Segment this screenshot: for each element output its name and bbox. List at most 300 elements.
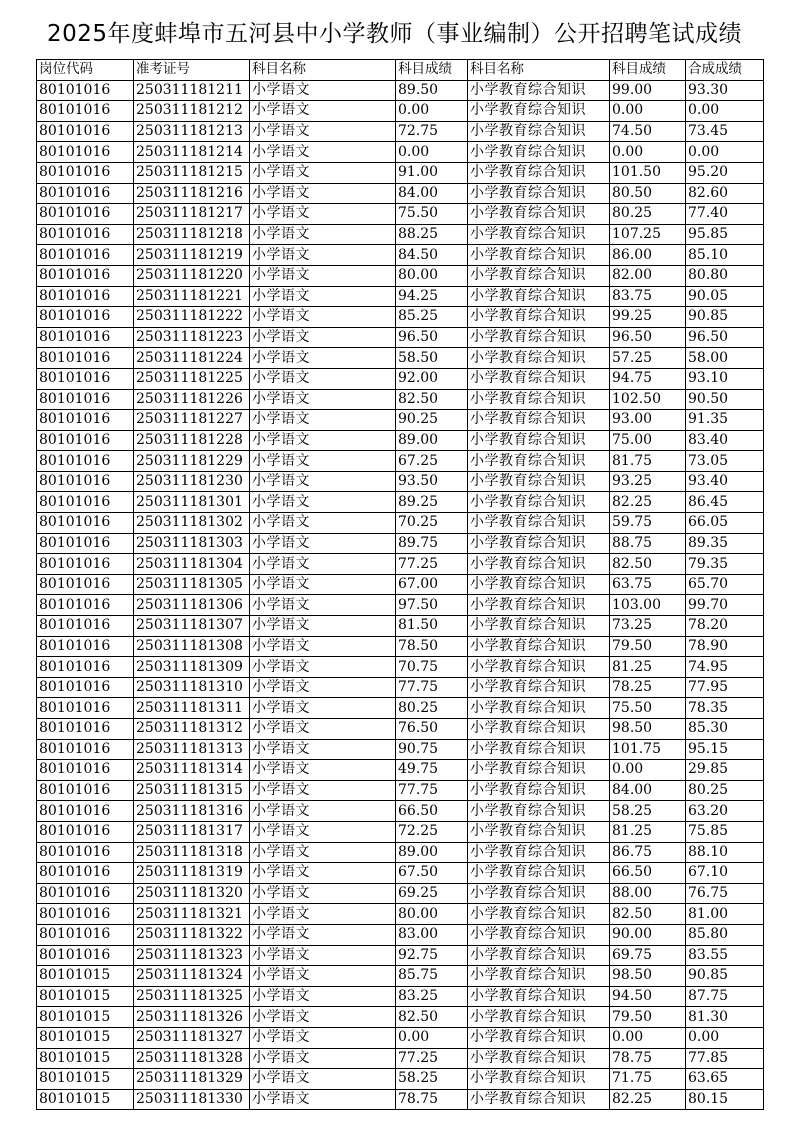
exam-id-cell: 250311181213 bbox=[134, 121, 250, 142]
header-subject-name-1: 科目名称 bbox=[250, 60, 396, 81]
subject-name-cell: 小学语文 bbox=[250, 533, 396, 554]
subject2-score-cell: 0.00 bbox=[610, 1027, 686, 1048]
header-subject-score-2: 科目成绩 bbox=[610, 60, 686, 81]
table-row bbox=[37, 760, 764, 781]
combined-score-cell: 90.50 bbox=[686, 389, 764, 410]
subject2-name-cell: 小学教育综合知识 bbox=[468, 101, 610, 122]
post-code-cell: 80101016 bbox=[37, 80, 134, 101]
table-row bbox=[37, 657, 764, 678]
post-code-cell: 80101016 bbox=[37, 307, 134, 328]
table-row bbox=[37, 863, 764, 884]
combined-score-cell: 66.05 bbox=[686, 513, 764, 534]
subject2-name-cell: 小学教育综合知识 bbox=[468, 719, 610, 740]
exam-id-cell: 250311181228 bbox=[134, 430, 250, 451]
subject-name-cell: 小学语文 bbox=[250, 883, 396, 904]
subject-name-cell: 小学语文 bbox=[250, 513, 396, 534]
subject2-name-cell: 小学教育综合知识 bbox=[468, 883, 610, 904]
exam-id-cell: 250311181308 bbox=[134, 636, 250, 657]
subject-score-cell: 90.75 bbox=[396, 739, 468, 760]
table-row bbox=[37, 595, 764, 616]
exam-id-cell: 250311181216 bbox=[134, 183, 250, 204]
subject2-score-cell: 75.00 bbox=[610, 430, 686, 451]
subject2-name-cell: 小学教育综合知识 bbox=[468, 265, 610, 286]
post-code-cell: 80101016 bbox=[37, 677, 134, 698]
exam-id-cell: 250311181315 bbox=[134, 780, 250, 801]
post-code-cell: 80101015 bbox=[37, 1007, 134, 1028]
exam-id-cell: 250311181316 bbox=[134, 801, 250, 822]
subject-score-cell: 58.50 bbox=[396, 348, 468, 369]
post-code-cell: 80101016 bbox=[37, 162, 134, 183]
post-code-cell: 80101015 bbox=[37, 1069, 134, 1090]
subject-name-cell: 小学语文 bbox=[250, 574, 396, 595]
subject-score-cell: 72.75 bbox=[396, 121, 468, 142]
subject2-name-cell: 小学教育综合知识 bbox=[468, 224, 610, 245]
combined-score-cell: 82.60 bbox=[686, 183, 764, 204]
subject-name-cell: 小学语文 bbox=[250, 265, 396, 286]
exam-id-cell: 250311181220 bbox=[134, 265, 250, 286]
post-code-cell: 80101016 bbox=[37, 780, 134, 801]
combined-score-cell: 83.55 bbox=[686, 945, 764, 966]
subject2-name-cell: 小学教育综合知识 bbox=[468, 595, 610, 616]
subject2-name-cell: 小学教育综合知识 bbox=[468, 492, 610, 513]
subject2-score-cell: 93.00 bbox=[610, 410, 686, 431]
subject2-score-cell: 99.25 bbox=[610, 307, 686, 328]
subject-name-cell: 小学语文 bbox=[250, 327, 396, 348]
subject-name-cell: 小学语文 bbox=[250, 80, 396, 101]
table-row bbox=[37, 924, 764, 945]
subject2-score-cell: 90.00 bbox=[610, 924, 686, 945]
post-code-cell: 80101015 bbox=[37, 966, 134, 987]
exam-id-cell: 250311181230 bbox=[134, 471, 250, 492]
subject2-name-cell: 小学教育综合知识 bbox=[468, 780, 610, 801]
subject2-name-cell: 小学教育综合知识 bbox=[468, 430, 610, 451]
table-row bbox=[37, 451, 764, 472]
subject-score-cell: 80.00 bbox=[396, 904, 468, 925]
exam-id-cell: 250311181302 bbox=[134, 513, 250, 534]
subject2-name-cell: 小学教育综合知识 bbox=[468, 986, 610, 1007]
exam-id-cell: 250311181224 bbox=[134, 348, 250, 369]
exam-id-cell: 250311181225 bbox=[134, 368, 250, 389]
subject-score-cell: 97.50 bbox=[396, 595, 468, 616]
subject2-score-cell: 88.00 bbox=[610, 883, 686, 904]
subject-score-cell: 70.75 bbox=[396, 657, 468, 678]
table-row bbox=[37, 677, 764, 698]
combined-score-cell: 88.10 bbox=[686, 842, 764, 863]
subject-name-cell: 小学语文 bbox=[250, 368, 396, 389]
subject2-score-cell: 84.00 bbox=[610, 780, 686, 801]
post-code-cell: 80101016 bbox=[37, 636, 134, 657]
exam-id-cell: 250311181229 bbox=[134, 451, 250, 472]
combined-score-cell: 80.25 bbox=[686, 780, 764, 801]
subject2-name-cell: 小学教育综合知识 bbox=[468, 121, 610, 142]
page-title: 2025年度蚌埠市五河县中小学教师（事业编制）公开招聘笔试成绩 bbox=[46, 21, 743, 47]
subject2-name-cell: 小学教育综合知识 bbox=[468, 286, 610, 307]
post-code-cell: 80101016 bbox=[37, 101, 134, 122]
post-code-cell: 80101016 bbox=[37, 451, 134, 472]
combined-score-cell: 93.40 bbox=[686, 471, 764, 492]
subject2-name-cell: 小学教育综合知识 bbox=[468, 945, 610, 966]
subject-name-cell: 小学语文 bbox=[250, 286, 396, 307]
subject2-score-cell: 79.50 bbox=[610, 1007, 686, 1028]
post-code-cell: 80101016 bbox=[37, 883, 134, 904]
subject2-score-cell: 57.25 bbox=[610, 348, 686, 369]
subject-score-cell: 89.00 bbox=[396, 430, 468, 451]
subject-name-cell: 小学语文 bbox=[250, 307, 396, 328]
subject2-name-cell: 小学教育综合知识 bbox=[468, 368, 610, 389]
subject-score-cell: 96.50 bbox=[396, 327, 468, 348]
table-row bbox=[37, 265, 764, 286]
subject-name-cell: 小学语文 bbox=[250, 1027, 396, 1048]
subject2-score-cell: 78.75 bbox=[610, 1048, 686, 1069]
combined-score-cell: 75.85 bbox=[686, 821, 764, 842]
subject2-score-cell: 82.25 bbox=[610, 492, 686, 513]
combined-score-cell: 0.00 bbox=[686, 142, 764, 163]
post-code-cell: 80101016 bbox=[37, 945, 134, 966]
subject-score-cell: 72.25 bbox=[396, 821, 468, 842]
subject2-score-cell: 82.50 bbox=[610, 904, 686, 925]
subject-score-cell: 78.75 bbox=[396, 1089, 468, 1110]
table-row bbox=[37, 368, 764, 389]
header-subject-score-1: 科目成绩 bbox=[396, 60, 468, 81]
post-code-cell: 80101016 bbox=[37, 574, 134, 595]
post-code-cell: 80101016 bbox=[37, 719, 134, 740]
combined-score-cell: 99.70 bbox=[686, 595, 764, 616]
subject-name-cell: 小学语文 bbox=[250, 162, 396, 183]
subject2-name-cell: 小学教育综合知识 bbox=[468, 183, 610, 204]
subject2-name-cell: 小学教育综合知识 bbox=[468, 801, 610, 822]
exam-id-cell: 250311181314 bbox=[134, 760, 250, 781]
subject-name-cell: 小学语文 bbox=[250, 142, 396, 163]
subject-name-cell: 小学语文 bbox=[250, 657, 396, 678]
combined-score-cell: 63.20 bbox=[686, 801, 764, 822]
subject-name-cell: 小学语文 bbox=[250, 616, 396, 637]
subject-score-cell: 89.25 bbox=[396, 492, 468, 513]
subject2-name-cell: 小学教育综合知识 bbox=[468, 554, 610, 575]
combined-score-cell: 81.00 bbox=[686, 904, 764, 925]
subject-score-cell: 77.25 bbox=[396, 554, 468, 575]
post-code-cell: 80101016 bbox=[37, 821, 134, 842]
table-row bbox=[37, 389, 764, 410]
post-code-cell: 80101016 bbox=[37, 533, 134, 554]
exam-id-cell: 250311181328 bbox=[134, 1048, 250, 1069]
combined-score-cell: 80.80 bbox=[686, 265, 764, 286]
header-post-code: 岗位代码 bbox=[37, 60, 134, 81]
exam-id-cell: 250311181214 bbox=[134, 142, 250, 163]
subject-score-cell: 83.25 bbox=[396, 986, 468, 1007]
subject2-score-cell: 79.50 bbox=[610, 636, 686, 657]
post-code-cell: 80101016 bbox=[37, 924, 134, 945]
exam-id-cell: 250311181322 bbox=[134, 924, 250, 945]
post-code-cell: 80101016 bbox=[37, 801, 134, 822]
subject-name-cell: 小学语文 bbox=[250, 1007, 396, 1028]
exam-id-cell: 250311181312 bbox=[134, 719, 250, 740]
subject2-score-cell: 66.50 bbox=[610, 863, 686, 884]
subject2-score-cell: 69.75 bbox=[610, 945, 686, 966]
post-code-cell: 80101016 bbox=[37, 657, 134, 678]
combined-score-cell: 85.80 bbox=[686, 924, 764, 945]
subject-name-cell: 小学语文 bbox=[250, 451, 396, 472]
post-code-cell: 80101015 bbox=[37, 1089, 134, 1110]
subject-name-cell: 小学语文 bbox=[250, 1048, 396, 1069]
post-code-cell: 80101016 bbox=[37, 183, 134, 204]
subject-score-cell: 89.75 bbox=[396, 533, 468, 554]
post-code-cell: 80101016 bbox=[37, 286, 134, 307]
subject2-score-cell: 94.50 bbox=[610, 986, 686, 1007]
subject2-name-cell: 小学教育综合知识 bbox=[468, 1027, 610, 1048]
subject2-score-cell: 74.50 bbox=[610, 121, 686, 142]
combined-score-cell: 93.30 bbox=[686, 80, 764, 101]
subject2-score-cell: 94.75 bbox=[610, 368, 686, 389]
exam-id-cell: 250311181226 bbox=[134, 389, 250, 410]
subject-score-cell: 91.00 bbox=[396, 162, 468, 183]
subject2-score-cell: 88.75 bbox=[610, 533, 686, 554]
table-row bbox=[37, 739, 764, 760]
table-row bbox=[37, 698, 764, 719]
table-row bbox=[37, 719, 764, 740]
table-row bbox=[37, 101, 764, 122]
post-code-cell: 80101015 bbox=[37, 1048, 134, 1069]
subject-name-cell: 小学语文 bbox=[250, 966, 396, 987]
combined-score-cell: 90.05 bbox=[686, 286, 764, 307]
post-code-cell: 80101016 bbox=[37, 121, 134, 142]
subject-score-cell: 67.25 bbox=[396, 451, 468, 472]
subject2-score-cell: 98.50 bbox=[610, 966, 686, 987]
combined-score-cell: 78.20 bbox=[686, 616, 764, 637]
subject2-score-cell: 58.25 bbox=[610, 801, 686, 822]
table-row bbox=[37, 430, 764, 451]
post-code-cell: 80101016 bbox=[37, 513, 134, 534]
table-row bbox=[37, 1007, 764, 1028]
combined-score-cell: 93.10 bbox=[686, 368, 764, 389]
table-row bbox=[37, 224, 764, 245]
subject2-name-cell: 小学教育综合知识 bbox=[468, 307, 610, 328]
subject2-name-cell: 小学教育综合知识 bbox=[468, 760, 610, 781]
subject2-name-cell: 小学教育综合知识 bbox=[468, 1007, 610, 1028]
exam-id-cell: 250311181227 bbox=[134, 410, 250, 431]
subject2-name-cell: 小学教育综合知识 bbox=[468, 245, 610, 266]
exam-id-cell: 250311181305 bbox=[134, 574, 250, 595]
subject-score-cell: 85.25 bbox=[396, 307, 468, 328]
combined-score-cell: 96.50 bbox=[686, 327, 764, 348]
table-row bbox=[37, 245, 764, 266]
header-combined-score: 合成成绩 bbox=[686, 60, 764, 81]
table-row bbox=[37, 945, 764, 966]
table-row bbox=[37, 801, 764, 822]
combined-score-cell: 73.45 bbox=[686, 121, 764, 142]
exam-id-cell: 250311181323 bbox=[134, 945, 250, 966]
exam-id-cell: 250311181306 bbox=[134, 595, 250, 616]
subject2-name-cell: 小学教育综合知识 bbox=[468, 636, 610, 657]
exam-id-cell: 250311181330 bbox=[134, 1089, 250, 1110]
subject2-name-cell: 小学教育综合知识 bbox=[468, 924, 610, 945]
subject2-score-cell: 82.00 bbox=[610, 265, 686, 286]
exam-id-cell: 250311181215 bbox=[134, 162, 250, 183]
subject2-name-cell: 小学教育综合知识 bbox=[468, 348, 610, 369]
post-code-cell: 80101016 bbox=[37, 471, 134, 492]
combined-score-cell: 58.00 bbox=[686, 348, 764, 369]
exam-id-cell: 250311181211 bbox=[134, 80, 250, 101]
exam-id-cell: 250311181311 bbox=[134, 698, 250, 719]
exam-id-cell: 250311181303 bbox=[134, 533, 250, 554]
exam-id-cell: 250311181217 bbox=[134, 204, 250, 225]
subject-score-cell: 92.00 bbox=[396, 368, 468, 389]
subject2-score-cell: 82.50 bbox=[610, 554, 686, 575]
post-code-cell: 80101016 bbox=[37, 142, 134, 163]
exam-id-cell: 250311181324 bbox=[134, 966, 250, 987]
subject-name-cell: 小学语文 bbox=[250, 224, 396, 245]
subject2-name-cell: 小学教育综合知识 bbox=[468, 162, 610, 183]
subject-score-cell: 66.50 bbox=[396, 801, 468, 822]
subject2-score-cell: 101.50 bbox=[610, 162, 686, 183]
subject2-name-cell: 小学教育综合知识 bbox=[468, 80, 610, 101]
subject2-score-cell: 59.75 bbox=[610, 513, 686, 534]
combined-score-cell: 95.20 bbox=[686, 162, 764, 183]
subject2-score-cell: 71.75 bbox=[610, 1069, 686, 1090]
subject-name-cell: 小学语文 bbox=[250, 842, 396, 863]
subject2-score-cell: 80.25 bbox=[610, 204, 686, 225]
exam-id-cell: 250311181317 bbox=[134, 821, 250, 842]
subject-name-cell: 小学语文 bbox=[250, 924, 396, 945]
subject-name-cell: 小学语文 bbox=[250, 1089, 396, 1110]
subject-name-cell: 小学语文 bbox=[250, 904, 396, 925]
subject2-score-cell: 96.50 bbox=[610, 327, 686, 348]
subject-score-cell: 70.25 bbox=[396, 513, 468, 534]
post-code-cell: 80101016 bbox=[37, 224, 134, 245]
post-code-cell: 80101016 bbox=[37, 245, 134, 266]
table-row bbox=[37, 471, 764, 492]
combined-score-cell: 0.00 bbox=[686, 1027, 764, 1048]
subject-score-cell: 0.00 bbox=[396, 142, 468, 163]
subject-name-cell: 小学语文 bbox=[250, 471, 396, 492]
subject2-score-cell: 99.00 bbox=[610, 80, 686, 101]
subject2-score-cell: 75.50 bbox=[610, 698, 686, 719]
subject-score-cell: 82.50 bbox=[396, 389, 468, 410]
subject2-score-cell: 80.50 bbox=[610, 183, 686, 204]
post-code-cell: 80101016 bbox=[37, 368, 134, 389]
subject2-name-cell: 小学教育综合知识 bbox=[468, 657, 610, 678]
table-row bbox=[37, 492, 764, 513]
subject-score-cell: 67.50 bbox=[396, 863, 468, 884]
subject2-name-cell: 小学教育综合知识 bbox=[468, 513, 610, 534]
subject2-score-cell: 103.00 bbox=[610, 595, 686, 616]
table-row bbox=[37, 636, 764, 657]
subject2-score-cell: 81.75 bbox=[610, 451, 686, 472]
subject2-name-cell: 小学教育综合知识 bbox=[468, 533, 610, 554]
combined-score-cell: 29.85 bbox=[686, 760, 764, 781]
table-row bbox=[37, 80, 764, 101]
subject2-score-cell: 83.75 bbox=[610, 286, 686, 307]
combined-score-cell: 77.85 bbox=[686, 1048, 764, 1069]
subject2-score-cell: 81.25 bbox=[610, 821, 686, 842]
table-row bbox=[37, 183, 764, 204]
table-row bbox=[37, 842, 764, 863]
post-code-cell: 80101016 bbox=[37, 554, 134, 575]
combined-score-cell: 77.95 bbox=[686, 677, 764, 698]
subject2-score-cell: 0.00 bbox=[610, 142, 686, 163]
subject2-score-cell: 107.25 bbox=[610, 224, 686, 245]
exam-id-cell: 250311181223 bbox=[134, 327, 250, 348]
combined-score-cell: 83.40 bbox=[686, 430, 764, 451]
exam-id-cell: 250311181329 bbox=[134, 1069, 250, 1090]
post-code-cell: 80101016 bbox=[37, 739, 134, 760]
subject2-score-cell: 93.25 bbox=[610, 471, 686, 492]
table-row bbox=[37, 327, 764, 348]
subject-score-cell: 75.50 bbox=[396, 204, 468, 225]
table-row bbox=[37, 883, 764, 904]
subject-score-cell: 77.25 bbox=[396, 1048, 468, 1069]
table-row bbox=[37, 821, 764, 842]
exam-id-cell: 250311181326 bbox=[134, 1007, 250, 1028]
header-subject-name-2: 科目名称 bbox=[468, 60, 610, 81]
combined-score-cell: 65.70 bbox=[686, 574, 764, 595]
subject2-score-cell: 73.25 bbox=[610, 616, 686, 637]
exam-id-cell: 250311181309 bbox=[134, 657, 250, 678]
exam-id-cell: 250311181219 bbox=[134, 245, 250, 266]
post-code-cell: 80101016 bbox=[37, 430, 134, 451]
table-row bbox=[37, 966, 764, 987]
combined-score-cell: 85.10 bbox=[686, 245, 764, 266]
subject2-name-cell: 小学教育综合知识 bbox=[468, 142, 610, 163]
exam-id-cell: 250311181321 bbox=[134, 904, 250, 925]
combined-score-cell: 78.90 bbox=[686, 636, 764, 657]
table-row bbox=[37, 533, 764, 554]
subject-name-cell: 小学语文 bbox=[250, 945, 396, 966]
subject-name-cell: 小学语文 bbox=[250, 986, 396, 1007]
subject-name-cell: 小学语文 bbox=[250, 760, 396, 781]
table-row bbox=[37, 1027, 764, 1048]
table-row bbox=[37, 1089, 764, 1110]
subject-name-cell: 小学语文 bbox=[250, 863, 396, 884]
combined-score-cell: 90.85 bbox=[686, 966, 764, 987]
combined-score-cell: 91.35 bbox=[686, 410, 764, 431]
subject2-score-cell: 101.75 bbox=[610, 739, 686, 760]
subject-name-cell: 小学语文 bbox=[250, 780, 396, 801]
subject-name-cell: 小学语文 bbox=[250, 204, 396, 225]
subject2-name-cell: 小学教育综合知识 bbox=[468, 1089, 610, 1110]
post-code-cell: 80101016 bbox=[37, 595, 134, 616]
table-row bbox=[37, 616, 764, 637]
subject2-score-cell: 81.25 bbox=[610, 657, 686, 678]
subject-name-cell: 小学语文 bbox=[250, 121, 396, 142]
post-code-cell: 80101015 bbox=[37, 1027, 134, 1048]
table-row bbox=[37, 410, 764, 431]
subject2-name-cell: 小学教育综合知识 bbox=[468, 389, 610, 410]
combined-score-cell: 81.30 bbox=[686, 1007, 764, 1028]
subject2-name-cell: 小学教育综合知识 bbox=[468, 1069, 610, 1090]
subject-name-cell: 小学语文 bbox=[250, 719, 396, 740]
subject2-name-cell: 小学教育综合知识 bbox=[468, 327, 610, 348]
table-row bbox=[37, 162, 764, 183]
subject-score-cell: 67.00 bbox=[396, 574, 468, 595]
exam-id-cell: 250311181307 bbox=[134, 616, 250, 637]
combined-score-cell: 95.15 bbox=[686, 739, 764, 760]
combined-score-cell: 78.35 bbox=[686, 698, 764, 719]
subject2-score-cell: 0.00 bbox=[610, 760, 686, 781]
table-row bbox=[37, 286, 764, 307]
subject2-score-cell: 102.50 bbox=[610, 389, 686, 410]
subject2-name-cell: 小学教育综合知识 bbox=[468, 574, 610, 595]
exam-id-cell: 250311181304 bbox=[134, 554, 250, 575]
table-row bbox=[37, 574, 764, 595]
subject2-name-cell: 小学教育综合知识 bbox=[468, 863, 610, 884]
combined-score-cell: 89.35 bbox=[686, 533, 764, 554]
post-code-cell: 80101016 bbox=[37, 616, 134, 637]
subject-name-cell: 小学语文 bbox=[250, 245, 396, 266]
subject-name-cell: 小学语文 bbox=[250, 636, 396, 657]
subject-score-cell: 58.25 bbox=[396, 1069, 468, 1090]
combined-score-cell: 87.75 bbox=[686, 986, 764, 1007]
subject-score-cell: 77.75 bbox=[396, 677, 468, 698]
